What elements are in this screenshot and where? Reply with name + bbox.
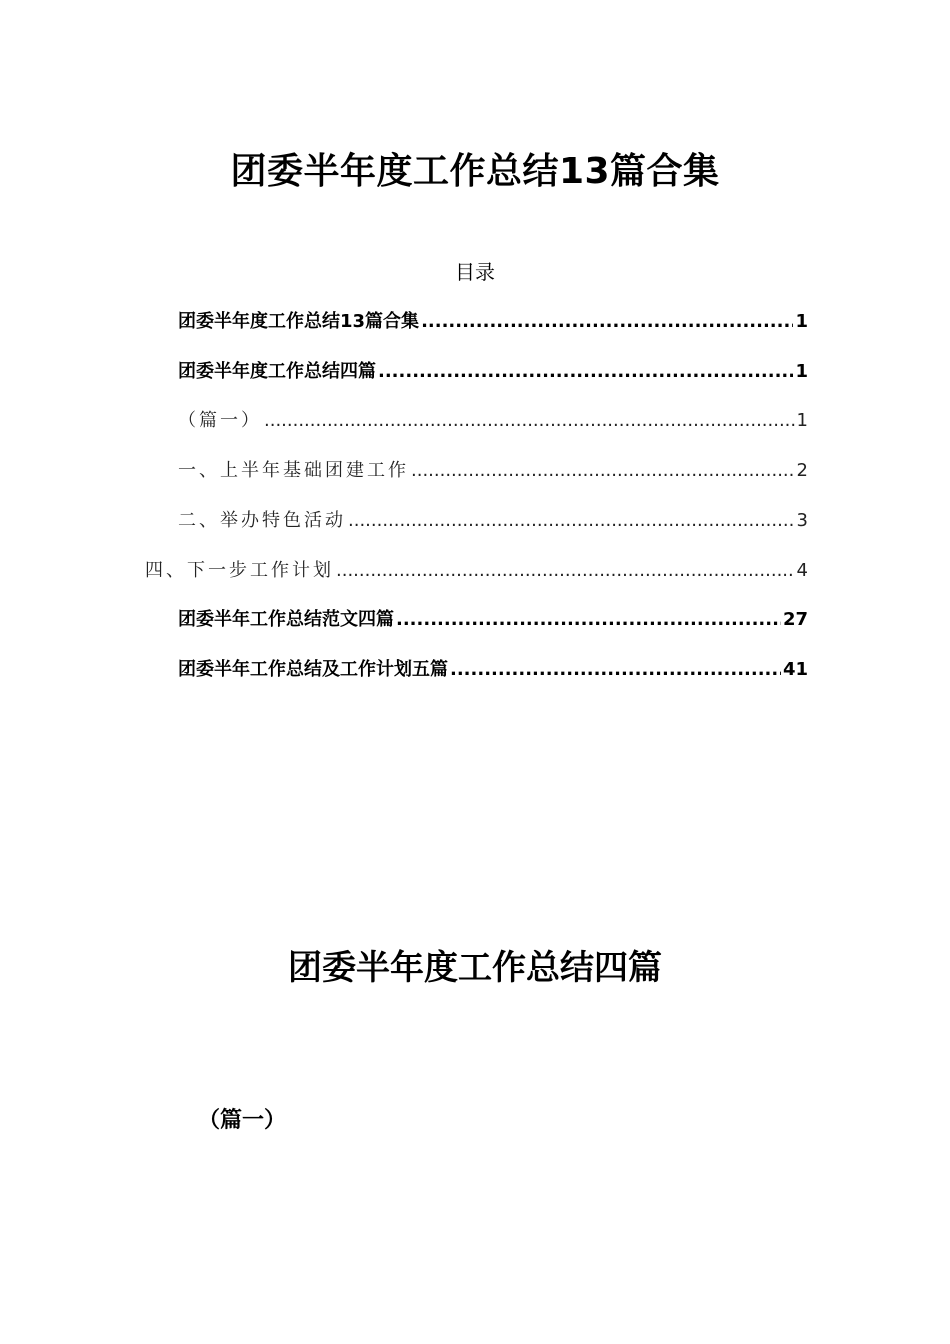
toc-leader-dots	[396, 605, 781, 635]
toc-entry-text: 团委半年度工作总结四篇	[178, 361, 376, 382]
toc-entry-page: 41	[782, 659, 808, 680]
toc-entry-page: 4	[796, 560, 808, 581]
section-title: 团委半年度工作总结四篇	[288, 948, 662, 988]
toc-leader-dots	[421, 307, 793, 337]
toc-leader-dots	[348, 506, 795, 536]
toc-entry-page: 1	[796, 410, 808, 431]
toc-entry-text: （篇一）	[178, 410, 262, 431]
toc-leader-dots	[378, 357, 793, 387]
toc-entry[interactable]	[178, 307, 808, 337]
toc-entry-page: 1	[795, 361, 808, 382]
toc-entry-page: 1	[795, 311, 808, 332]
document-title: 团委半年度工作总结13篇合集	[230, 151, 720, 192]
toc-entry[interactable]	[178, 406, 808, 436]
toc-entry-page: 3	[796, 510, 808, 531]
toc-leader-dots	[336, 556, 795, 586]
toc-leader-dots	[450, 655, 781, 685]
toc-entry[interactable]	[178, 357, 808, 387]
toc-entry-text: 四、下一步工作计划	[145, 560, 334, 581]
toc-entry[interactable]	[145, 556, 808, 586]
toc-entry-text: 一、上半年基础团建工作	[178, 460, 409, 481]
toc-leader-dots	[411, 456, 795, 486]
toc-entry-text: 二、举办特色活动	[178, 510, 346, 531]
toc-entry[interactable]	[178, 456, 808, 486]
toc-entry-page: 2	[796, 460, 808, 481]
toc-entry[interactable]	[178, 605, 808, 635]
toc-entry-page: 27	[782, 609, 808, 630]
toc-leader-dots	[264, 406, 795, 436]
toc-entry-text: 团委半年工作总结及工作计划五篇	[178, 659, 448, 680]
toc-entry[interactable]	[178, 655, 808, 685]
toc-entry[interactable]	[178, 506, 808, 536]
toc-entry-text: 团委半年度工作总结13篇合集	[178, 311, 420, 332]
toc-heading: 目录	[455, 260, 495, 284]
sub-heading: （篇一）	[198, 1108, 287, 1133]
toc-entry-text: 团委半年工作总结范文四篇	[178, 609, 394, 630]
